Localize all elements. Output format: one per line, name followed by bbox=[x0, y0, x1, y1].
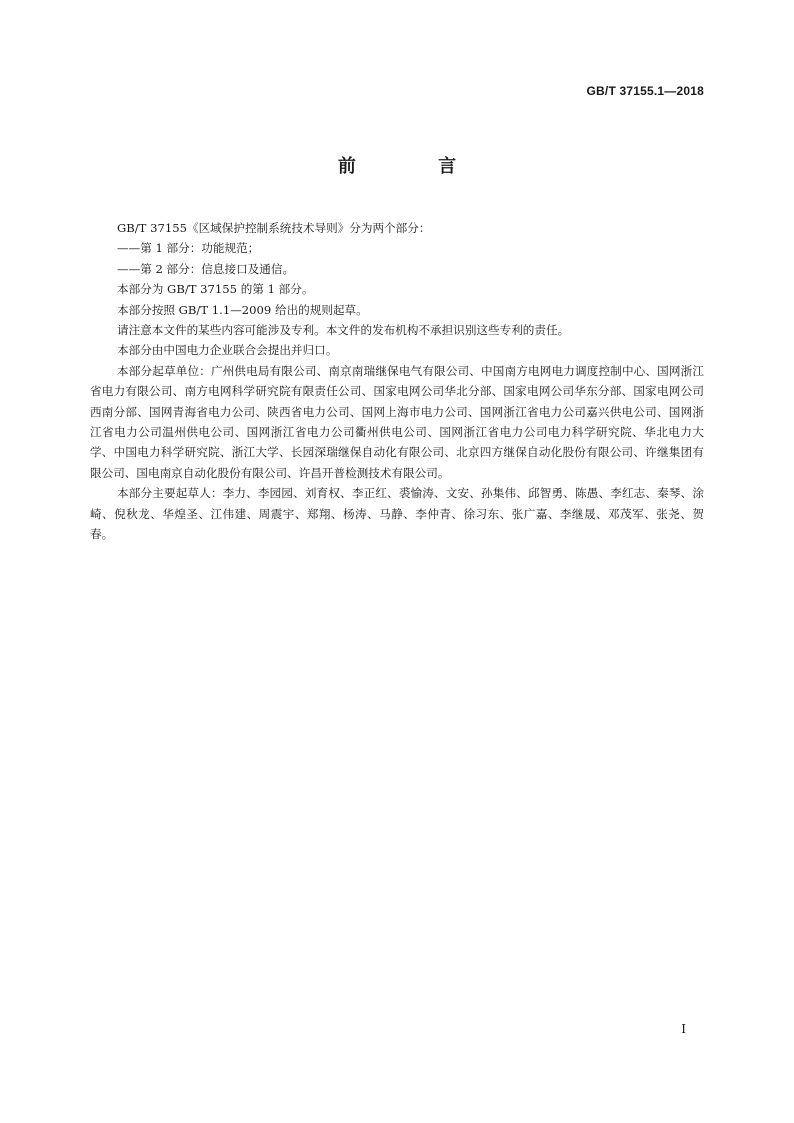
page-title: 前 言 bbox=[337, 156, 495, 177]
page-number: I bbox=[681, 1022, 686, 1036]
paragraph-patent-notice: 请注意本文件的某些内容可能涉及专利。本文件的发布机构不承担识别这些专利的责任。 bbox=[117, 323, 570, 338]
paragraph-drafting-units: 本部分起草单位：广州供电局有限公司、南京南瑞继保电气有限公司、中国南方电网电力调度控制中心、国网浙江省电力有限公司、南方电网科学研究院有限责任公司、国家电网公司华北分部、国家电网公司华东分部、国家电网公司西南分部、国网青海省电力公司、陕西省电力公司、国网上海市电力公司、国网浙江省电力公司嘉兴供电公司、国网浙江省电力公司温州供电公司、国网浙江省电力公司衢州供电公司、国网浙江省电力公司电力科学研究院、华北电力大学、中国电力科学研究院、浙江大学、长园深瑞继保自动化有限公司、北京四方继保自动化股份有限公司、许继集团有限公司、国电南京自动化股份有限公司、许昌开普检测技术有限公司。 bbox=[90, 363, 704, 480]
paragraph-standard-parts: GB/T 37155《区域保护控制系统技术导则》分为两个部分： bbox=[117, 221, 431, 235]
paragraph-drafting-rules: 本部分按照 GB/T 1.1—2009 给出的规则起草。 bbox=[117, 302, 368, 317]
paragraph-part-2: ——第 2 部分：信息接口及通信。 bbox=[117, 261, 295, 276]
paragraph-this-part: 本部分为 GB/T 37155 的第 1 部分。 bbox=[117, 282, 314, 297]
foreword-body bbox=[90, 218, 704, 545]
standard-code: GB/T 37155.1—2018 bbox=[586, 84, 704, 98]
paragraph-part-1: ——第 1 部分：功能规范； bbox=[117, 241, 260, 256]
paragraph-proposer: 本部分由中国电力企业联合会提出并归口。 bbox=[117, 343, 338, 358]
paragraph-drafters: 本部分主要起草人：李力、李园园、刘育权、李正红、裘愉涛、文安、孙集伟、邱智勇、陈愚、李红志、秦琴、涂崎、倪秋龙、华煌圣、江伟建、周震宇、郑翔、杨涛、马静、李仲青、徐习东、张广嘉、李继晟、邓茂军、张尧、贺春。 bbox=[90, 486, 704, 542]
